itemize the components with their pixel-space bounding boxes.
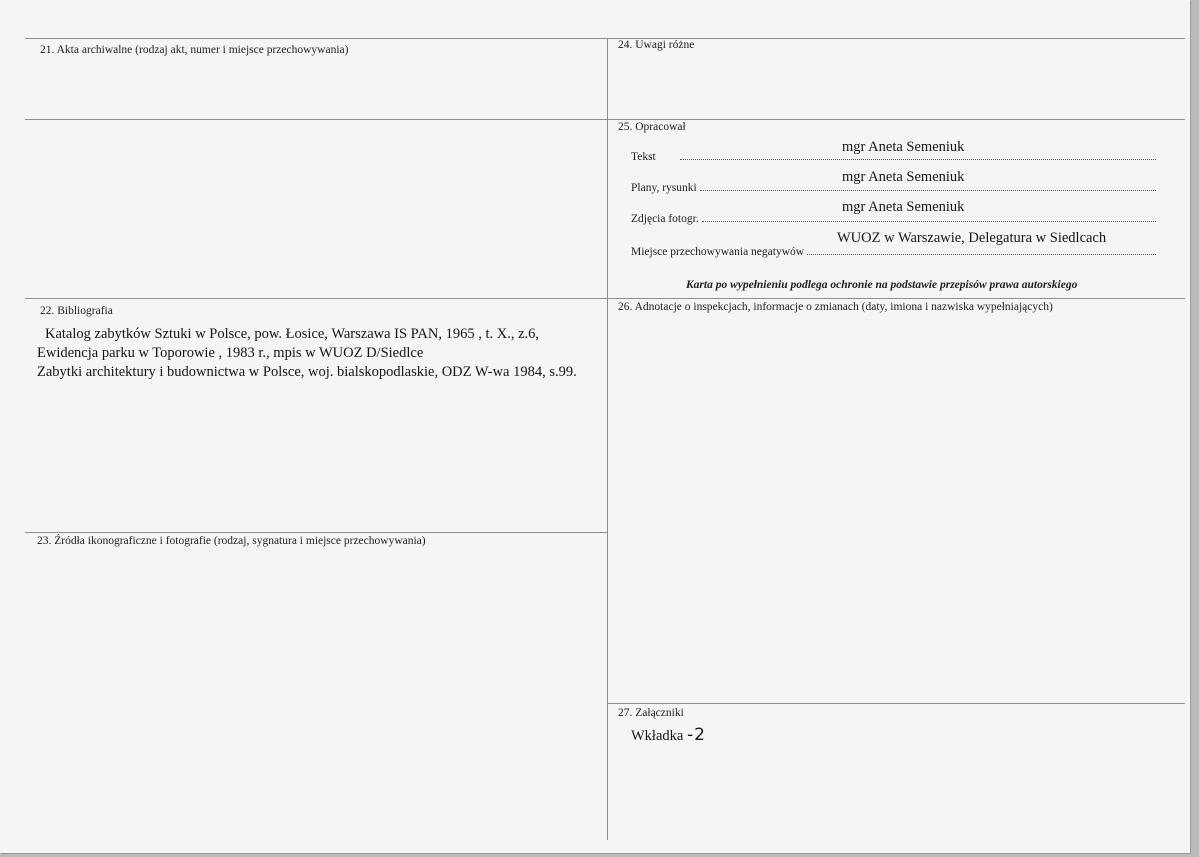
field-tekst-value: mgr Aneta Semeniuk	[842, 139, 965, 155]
field-zdjecia-label: Zdjęcia fotogr.	[631, 213, 699, 225]
divider-27-top	[607, 703, 1185, 704]
divider-21-bottom	[25, 119, 1185, 120]
divider-22-top	[25, 298, 1185, 299]
field-zdjecia-dots	[702, 220, 1156, 222]
divider-23-top	[25, 532, 607, 533]
section-23-label: 23. Źródła ikonograficzne i fotografie (rodzaj, sygnatura i miejsce przechowywania)	[37, 535, 426, 547]
section-22-label: 22. Bibliografia	[40, 305, 113, 317]
section-21-label: 21. Akta archiwalne (rodzaj akt, numer i miejsce przechowywania)	[40, 44, 349, 56]
field-negatywy-value: WUOZ w Warszawie, Delegatura w Siedlcach	[837, 230, 1107, 246]
section-26-label: 26. Adnotacje o inspekcjach, informacje o zmianach (daty, imiona i nazwiska wypełniających)	[618, 301, 1053, 313]
center-divider	[607, 38, 608, 840]
attachment-entry	[631, 725, 706, 745]
field-plany-dots	[700, 189, 1156, 191]
field-tekst-label: Tekst	[631, 151, 656, 163]
field-negatywy-label: Miejsce przechowywania negatywów	[631, 246, 805, 258]
bibliography-list	[37, 325, 605, 382]
field-plany-label: Plany, rysunki	[631, 182, 697, 194]
field-tekst-dots	[680, 158, 1156, 160]
attachment-name: Wkładka	[631, 728, 684, 744]
field-negatywy-dots	[807, 253, 1156, 255]
field-zdjecia-value: mgr Aneta Semeniuk	[842, 199, 965, 215]
field-plany-value: mgr Aneta Semeniuk	[842, 169, 965, 185]
section-27-label: 27. Załączniki	[618, 707, 684, 719]
section-24-label: 24. Uwagi różne	[618, 39, 695, 51]
copyright-note: Karta po wypełnieniu podlega ochronie na podstawie przepisów prawa autorskiego	[686, 279, 1078, 291]
bibliography-entry: Zabytki architektury i budownictwa w Polsce, woj. bialskopodlaskie, ODZ W-wa 1984, s.99.	[37, 364, 577, 380]
attachment-count-handwritten: -2	[686, 725, 706, 745]
bibliography-entry: Katalog zabytków Sztuki w Polsce, pow. Łosice, Warszawa IS PAN, 1965 , t. X., z.6,	[45, 326, 540, 342]
section-25-label: 25. Opracował	[618, 121, 686, 133]
top-border	[25, 38, 1185, 39]
bibliography-entry: Ewidencja parku w Toporowie , 1983 r., mpis w WUOZ D/Siedlce	[37, 345, 424, 361]
